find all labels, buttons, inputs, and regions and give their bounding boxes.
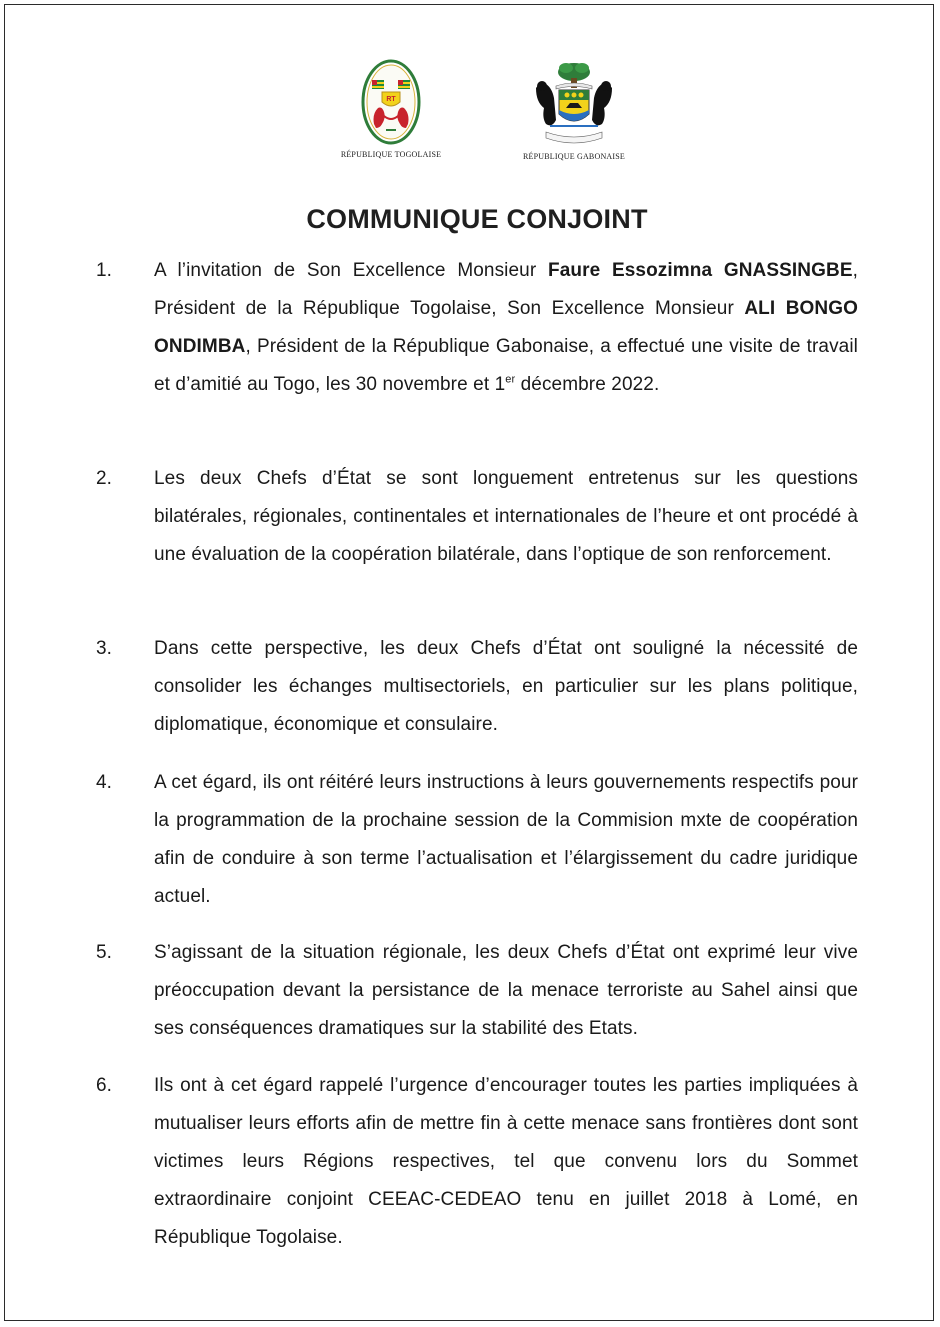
togo-coat-of-arms-icon — [360, 58, 422, 146]
togo-emblem — [335, 58, 447, 159]
togo-emblem-badge: RT — [386, 96, 396, 103]
paragraph-number: 4. — [96, 772, 112, 793]
paragraph-text: Dans cette perspective, les deux Chefs d’État ont souligné la nécessité de consolider les échanges multisectoriels, en particulier sur les plans politique, diplomatique, économique et consulaire. — [154, 638, 858, 735]
paragraph-text — [154, 252, 858, 404]
paragraph-text: Les deux Chefs d’État se sont longuement entretenus sur les questions bilatérales, régionales, continentales et internationales de l’heure et ont procédé à une évaluation de la coopération bilatérale, dans l’optique de son renforcement. — [154, 468, 858, 565]
text-run: , Président de la République Gabonaise, a effectué une visite de travail et d’amitié au Togo, les 30 novembre et 1 — [154, 336, 858, 395]
paragraph-number: 6. — [96, 1075, 112, 1096]
president-gabon-name: ALI BONGO ONDIMBA — [154, 298, 858, 357]
togo-emblem-caption: RÉPUBLIQUE TOGOLAISE — [340, 150, 442, 159]
president-togo-name: Faure Essozimna GNASSINGBE — [548, 260, 853, 281]
text-run: A l’invitation de Son Excellence Monsieur — [154, 260, 548, 281]
paragraph-number: 5. — [96, 942, 112, 963]
paragraph-text: S’agissant de la situation régionale, les deux Chefs d’État ont exprimé leur vive préoccupation devant la persistance de la menace terroriste au Sahel ainsi que ses conséquences dramatiques sur la stabilité des Etats. — [154, 942, 858, 1039]
gabon-emblem — [518, 58, 630, 161]
ordinal-suffix: er — [505, 373, 516, 386]
text-run: décembre 2022. — [515, 374, 660, 395]
page-title: COMMUNIQUE CONJOINT — [306, 204, 648, 234]
paragraph-text: Ils ont à cet égard rappelé l’urgence d’encourager toutes les parties impliquées à mutualiser leurs efforts afin de mettre fin à cette menace sans frontières dont sont victimes leurs Régions respectives, tel que convenu lors du Sommet extraordinaire conjoint CEEAC-CEDEAO tenu en juillet 2018 à Lomé, en République Togolaise. — [154, 1075, 858, 1248]
gabon-emblem-caption: RÉPUBLIQUE GABONAISE — [523, 152, 625, 161]
text-run: , Président de la République Togolaise, Son Excellence Monsieur — [154, 260, 858, 319]
paragraph-text: A cet égard, ils ont réitéré leurs instructions à leurs gouvernements respectifs pour la programmation de la prochaine session de la Commision mxte de coopération afin de conduire à son terme l’actualisation et l’élargissement du cadre juridique actuel. — [154, 772, 858, 907]
gabon-coat-of-arms-icon — [526, 58, 622, 150]
paragraph-number: 1. — [96, 260, 112, 281]
paragraph-number: 3. — [96, 638, 112, 659]
paragraph-number: 2. — [96, 468, 112, 489]
